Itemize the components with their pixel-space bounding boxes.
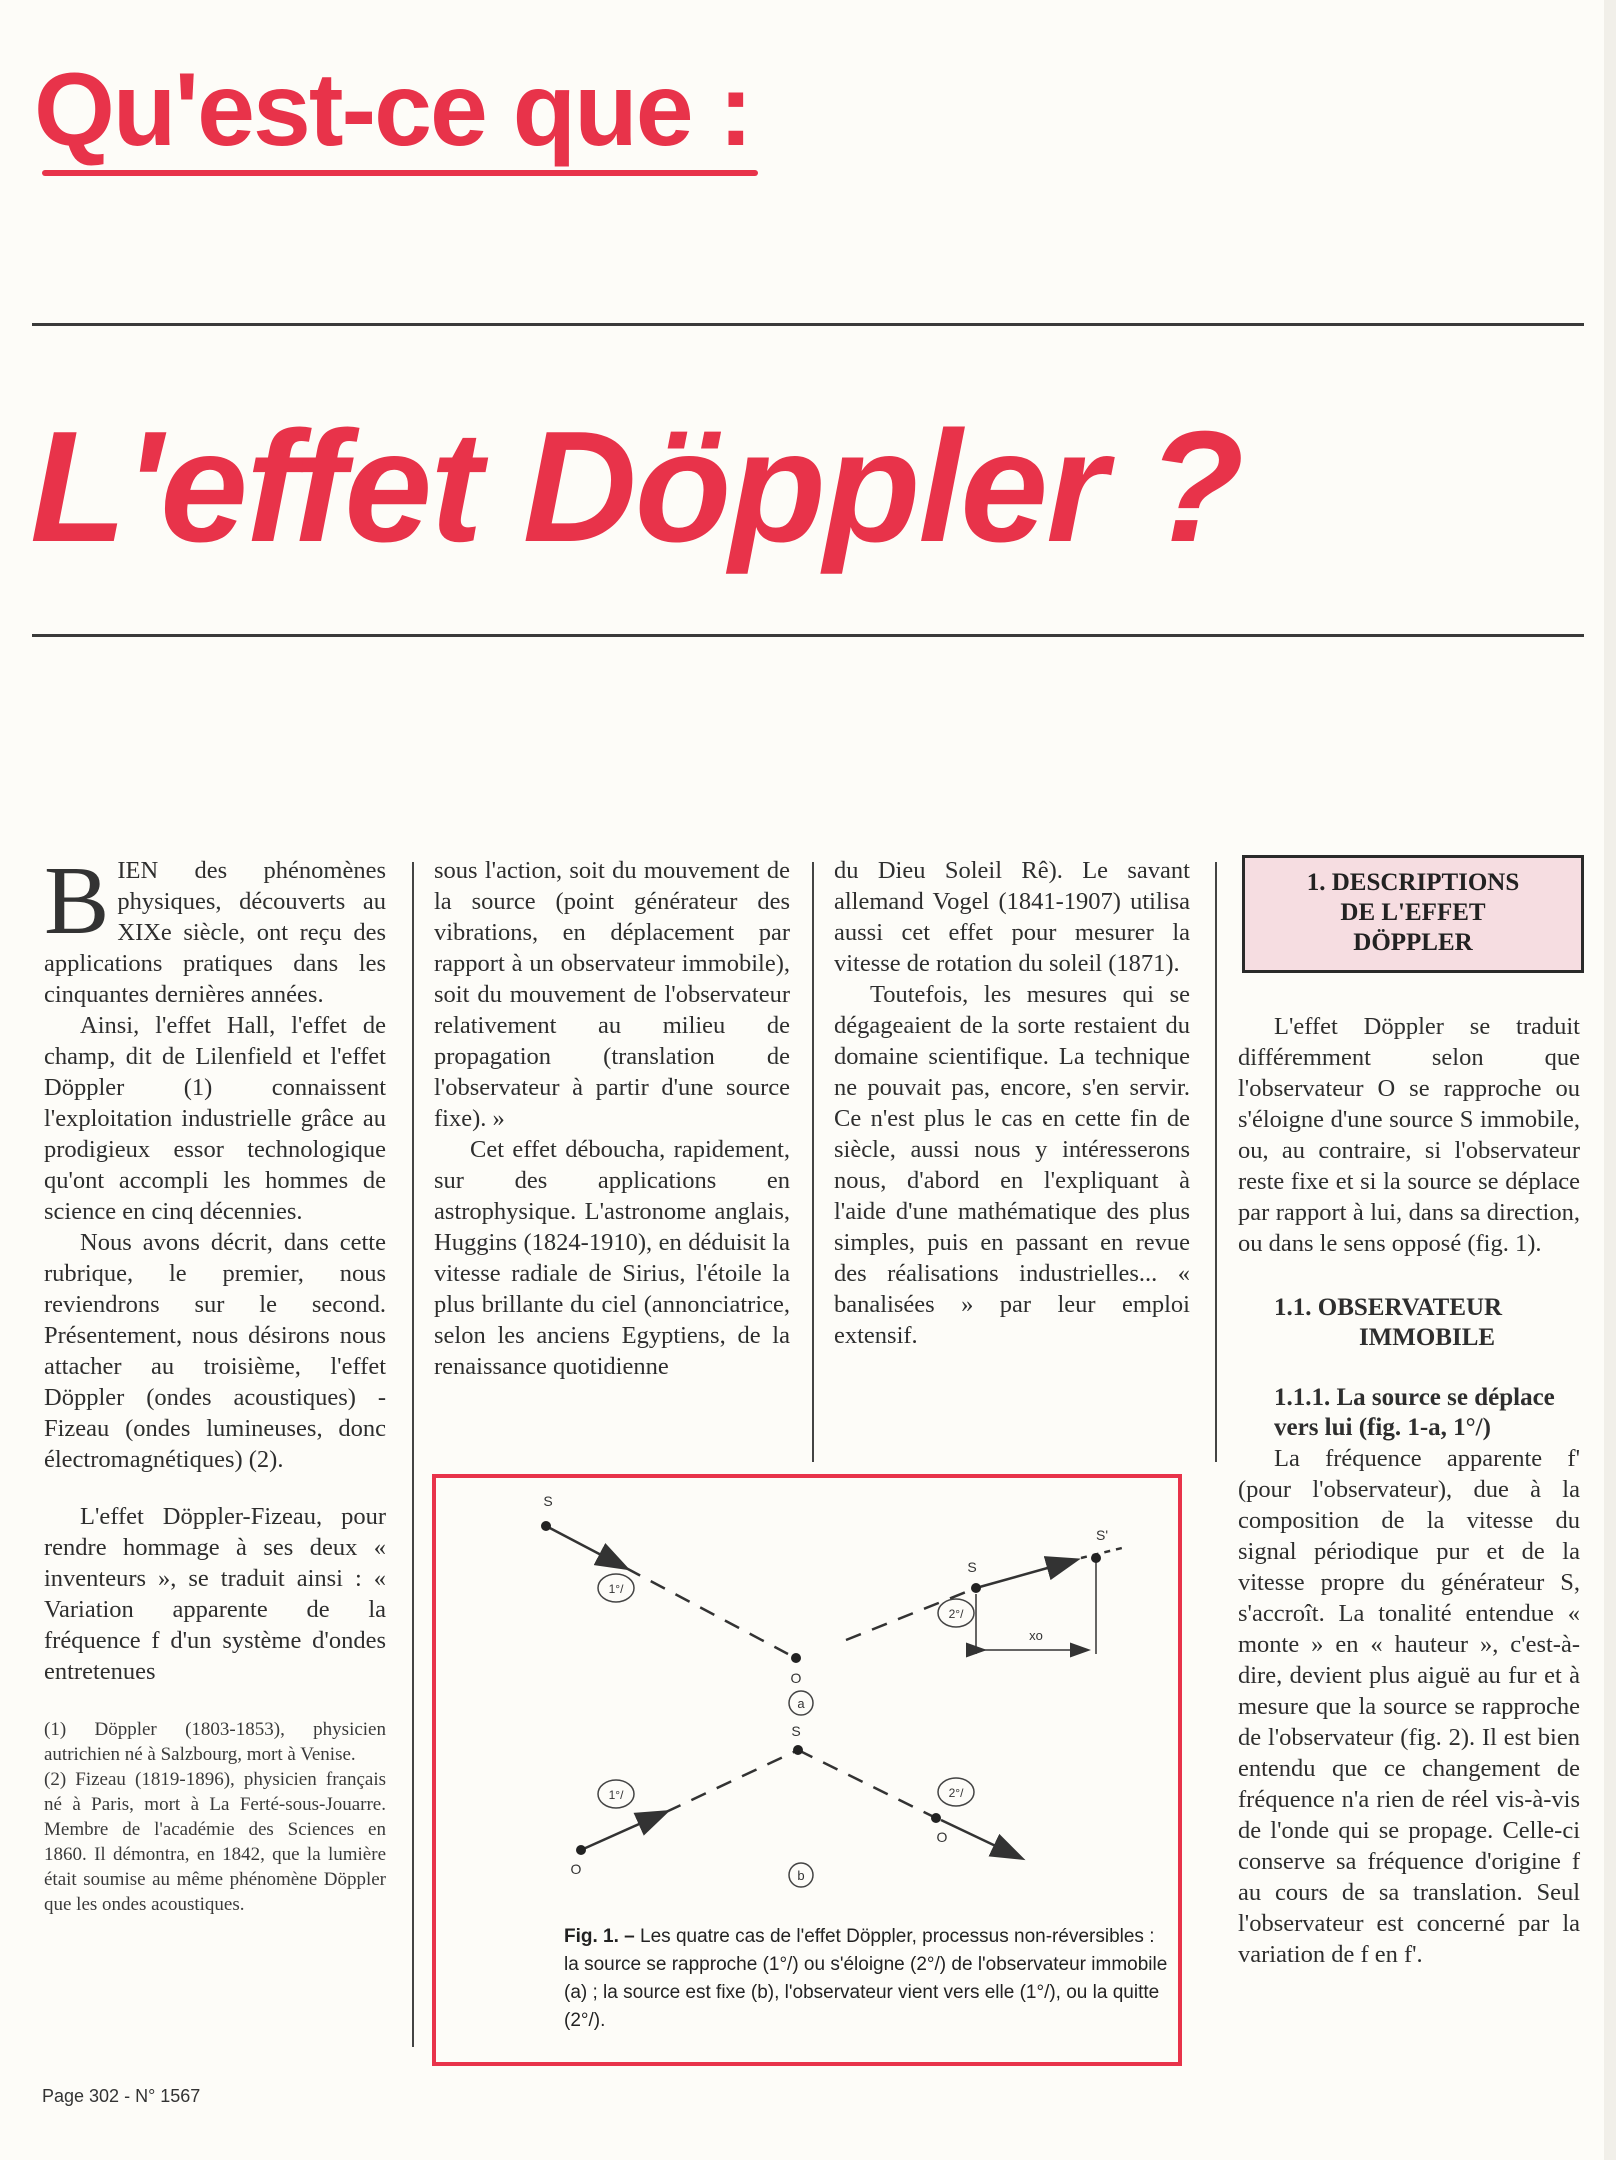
label-s: S [967, 1559, 977, 1575]
headline: L'effet Döppler ? [30, 399, 1243, 575]
paragraph: sous l'action, soit du mouvement de la source (point générateur des vibrations, en déplacement par rapport à un observateur immobile), soit du mouvement de l'observateur relativement au milieu de propagation (translation de l'observateur à partir d'une source fixe). » [434, 857, 790, 1132]
arrow-observer-recede [941, 1820, 1021, 1858]
dashed-path [1081, 1548, 1122, 1558]
footnote-2: (2) Fizeau (1819-1896), physicien français né à Paris, mort à La Ferté-sous-Jouarre. Membre de l'académie des Sciences en 1860. Il démontra, en 1842, que la lumière était soumise au même phénomène Döppler que les ondes acoustiques. [44, 1769, 386, 1915]
caption-label: Fig. 1. – [564, 1926, 635, 1947]
label-s-prime: S' [1095, 1527, 1109, 1543]
column-3 [834, 855, 1190, 1351]
paragraph: du Dieu Soleil Rê). Le savant allemand Vogel (1841-1907) utilisa aussi cet effet pour mesurer la vitesse de rotation du soleil (1871). [834, 857, 1190, 977]
label-s: S [543, 1493, 553, 1509]
subheading-source [1238, 1383, 1580, 1443]
page-footer: Page 302 - N° 1567 [42, 2086, 201, 2106]
dashed-path [666, 1750, 798, 1812]
section-heading-line: 1. DESCRIPTIONS [1306, 869, 1520, 896]
subheading-line: 1.1. OBSERVATEUR [1274, 1294, 1503, 1321]
column-4 [1238, 855, 1580, 1970]
arrow-source-recede [976, 1560, 1076, 1588]
figure-caption [564, 1923, 1174, 2035]
figure-1 [432, 1474, 1182, 2066]
label-case-1: 1°/ [608, 1582, 624, 1596]
label-group-a: a [797, 1696, 805, 1711]
paragraph: La fréquence apparente f' (pour l'observateur), due à la composition de la vitesse du signal périodique pur et de la vitesse propre du générateur S, s'accroît. La tonalité entendue « monte » en « hauteur », c'est-à-dire, devient plus aiguë au fur et à mesure que la source se rapproche de l'observateur (fig. 2). Il est bien entendu que ce changement de fréquence n'a rien de réel vis-à-vis de l'onde qui se propage. Celle-ci conserve sa fréquence d'origine f au cours de sa translation. Seul l'observateur est concerné par la variation de f en f'. [1238, 1445, 1580, 1968]
divider-top [32, 323, 1584, 326]
drop-cap: B [44, 847, 110, 955]
label-s: S [791, 1723, 801, 1739]
arrow-observer-approach [581, 1812, 666, 1850]
column-1 [44, 847, 386, 1917]
caption-text: Les quatre cas de l'effet Döppler, processus non-réversibles : la source se rapproche (1°/) ou s'éloigne (2°/) de l'observateur immobile (a) ; la source est fixe (b), l'observateur vient vers elle (1°/), ou la quitte (2°/). [564, 1926, 1168, 2031]
footnotes [44, 1717, 386, 1917]
label-case-2: 2°/ [948, 1607, 964, 1621]
paragraph: Cet effet déboucha, rapidement, sur des applications en astrophysique. L'astronome anglais, Huggins (1824-1910), en déduisit la vitesse radiale de Sirius, l'étoile la plus brillante du ciel (annonciatrice, selon les anciens Egyptiens, de la renaissance quotidienne [434, 1136, 790, 1380]
dashed-path [798, 1750, 936, 1818]
label-xo: xo [1029, 1628, 1043, 1643]
kicker-underline [42, 170, 758, 176]
footnote-1: (1) Döppler (1803-1853), physicien autrichien né à Salzbourg, mort à Venise. [44, 1719, 386, 1765]
dashed-path [626, 1568, 788, 1654]
label-o: O [570, 1861, 582, 1877]
intro-text: IEN des phénomènes physiques, découverts au XIXe siècle, ont reçu des applications pratiques dans les cinquantes dernières années. [44, 857, 386, 1008]
source-prime-point [1091, 1553, 1101, 1563]
label-case-2: 2°/ [948, 1786, 964, 1800]
observer-point [931, 1813, 941, 1823]
section-heading-line: DÖPPLER [1353, 929, 1473, 956]
kicker-title: Qu'est-ce que : [34, 52, 752, 168]
label-case-1: 1°/ [608, 1788, 624, 1802]
column-rule-3 [1215, 862, 1217, 1462]
paragraph: L'effet Döppler-Fizeau, pour rendre hommage à ses deux « inventeurs », se traduit ainsi : « Variation apparente de la fréquence f d'un système d'ondes entretenues [44, 1503, 386, 1685]
subheading-line: IMMOBILE [1358, 1324, 1496, 1351]
paragraph: L'effet Döppler se traduit différemment selon que l'observateur O se rapproche ou s'éloigne d'une source S immobile, ou, au contraire, si l'observateur reste fixe et si la source se déplace par rapport à lui, dans sa direction, ou dans le sens opposé (fig. 1). [1238, 1013, 1580, 1257]
label-group-b: b [797, 1868, 805, 1883]
intro-paragraph [44, 847, 386, 1010]
observer-point [576, 1845, 586, 1855]
paragraph: Ainsi, l'effet Hall, l'effet de champ, dit de Lilenfield et l'effet Döppler (1) connaissent l'exploitation industrielle grâce au prodigieux essor technologique qu'ont accompli les hommes de science en cinq décennies. [44, 1012, 386, 1225]
divider-bottom [32, 634, 1584, 637]
subheading-line: 1.1.1. La source se déplace [1274, 1384, 1555, 1411]
arrow-source-approach [546, 1526, 626, 1568]
section-heading-box [1242, 855, 1584, 973]
observer-point [791, 1653, 801, 1663]
column-rule-2 [812, 862, 814, 1462]
label-o: O [936, 1829, 948, 1845]
paragraph: Toutefois, les mesures qui se dégageaient de la sorte restaient du domaine scientifique. La technique ne pouvait pas, encore, s'en servir. Ce n'est plus le cas en cette fin de siècle, aussi nous y intéresserons nous, d'abord en l'expliquant à l'aide d'une mathématique des plus simples, puis en passant en revue des réalisations industrielles... « banalisées » par leur emploi extensif. [834, 981, 1190, 1349]
section-heading-line: DE L'EFFET [1340, 899, 1486, 926]
subheading-observer [1238, 1293, 1580, 1353]
source-point [971, 1583, 981, 1593]
label-o: O [790, 1670, 802, 1686]
source-point [793, 1745, 803, 1755]
column-2 [434, 855, 790, 1382]
subheading-line: vers lui (fig. 1-a, 1°/) [1274, 1414, 1491, 1441]
paragraph: Nous avons décrit, dans cette rubrique, le premier, nous reviendrons sur le second. Présentement, nous désirons nous attacher au troisième, l'effet Döppler (ondes acoustiques) - Fizeau (ondes lumineuses, donc électromagnétiques) (2). [44, 1229, 386, 1473]
column-rule-1 [412, 862, 414, 2047]
page-edge-shadow [1604, 0, 1616, 2160]
source-point [541, 1521, 551, 1531]
